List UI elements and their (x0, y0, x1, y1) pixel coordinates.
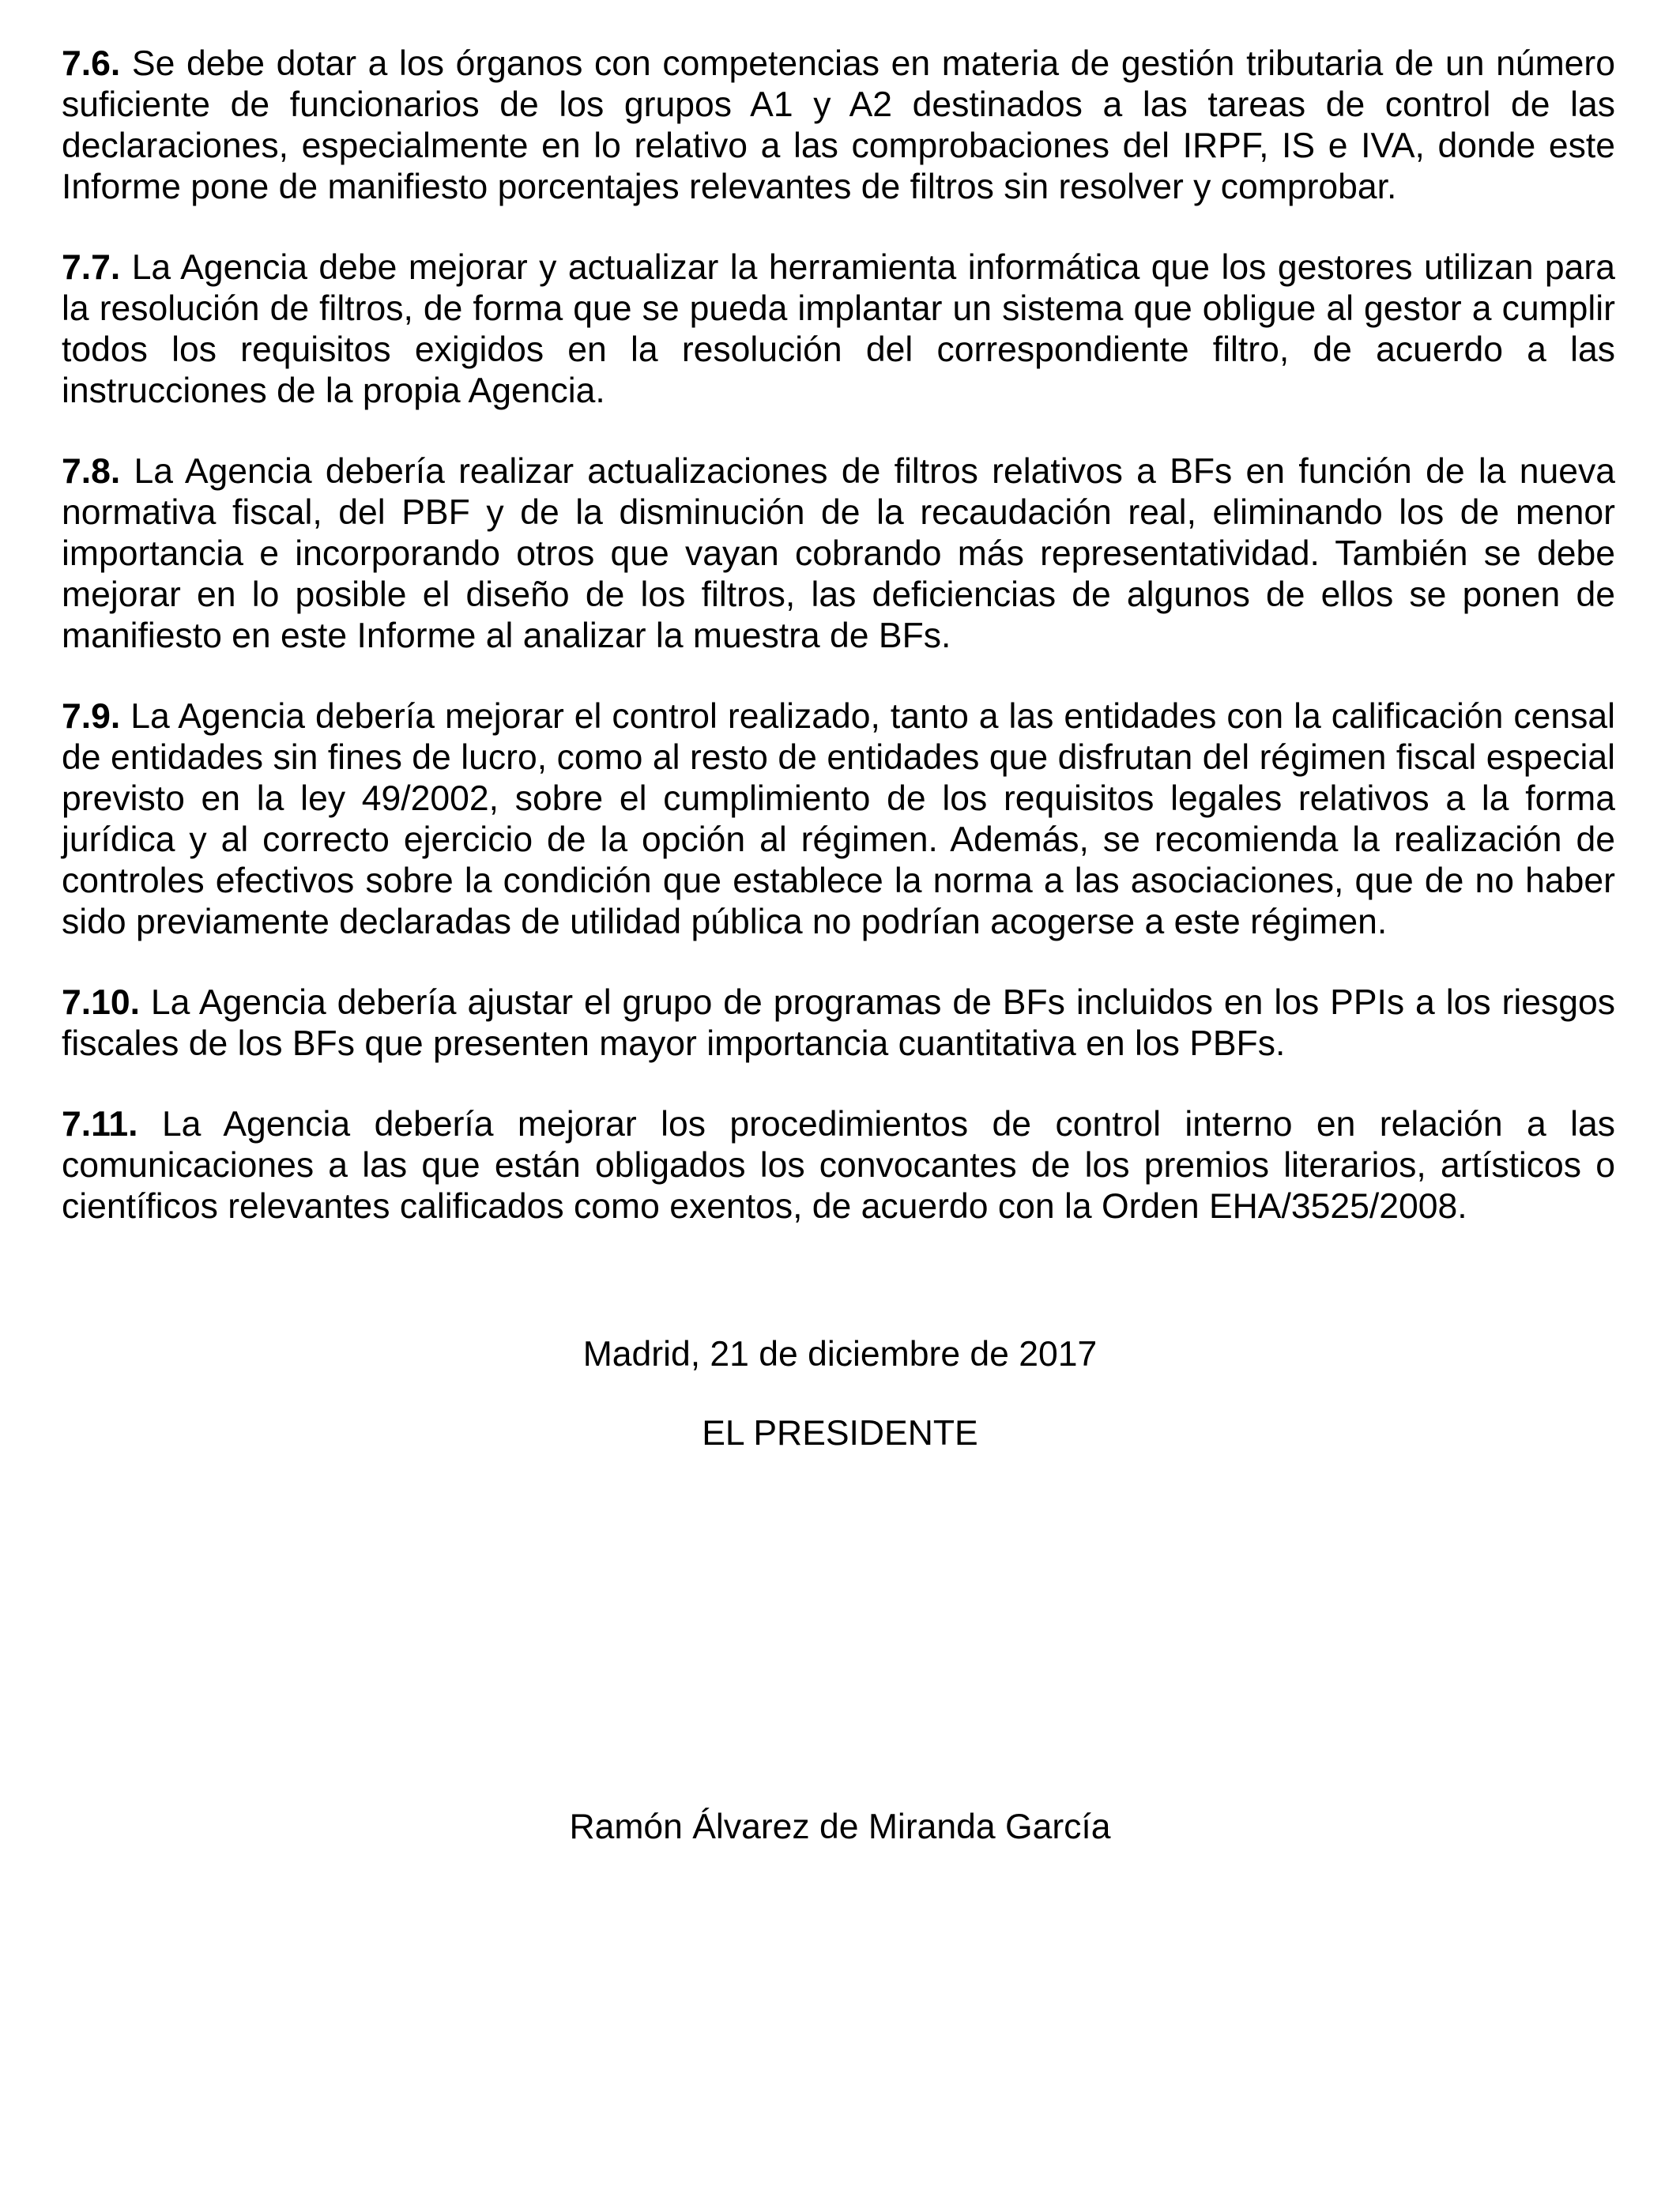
recommendations-section (62, 43, 1615, 1267)
recommendation-text: La Agencia debería mejorar el control realizado, tanto a las entidades con la calificación censal de entidades sin fines de lucro, como al resto de entidades que disfrutan del régimen fiscal especial previsto en la ley 49/2002, sobre el cumplimiento de los requisitos legales relativos a la forma jurídica y al correcto ejercicio de la opción al régimen. Además, se recomienda la realización de controles efectivos sobre la condición que establece la norma a las asociaciones, que de no haber sido previamente declaradas de utilidad pública no podrían acogerse a este régimen. (62, 697, 1615, 941)
place-and-date: Madrid, 21 de diciembre de 2017 (582, 1335, 1098, 1374)
recommendation-text: Se debe dotar a los órganos con competencias en materia de gestión tributaria de un número suficiente de funcionarios de los grupos A1 y A2 destinados a las tareas de control de las declaraciones, especialmente en lo relativo a las comprobaciones del IRPF, IS e IVA, donde este Informe pone de manifiesto porcentajes relevantes de filtros sin resolver y comprobar. (62, 44, 1615, 206)
recommendation-text: La Agencia debería ajustar el grupo de programas de BFs incluidos en los PPIs a los riesgos fiscales de los BFs que presenten mayor importancia cuantitativa en los PBFs. (62, 983, 1615, 1063)
recommendation-paragraph (62, 982, 1615, 1065)
signatory-title: EL PRESIDENTE (702, 1414, 978, 1453)
recommendation-number: 7.9. (62, 697, 121, 736)
recommendation-number: 7.10. (62, 983, 140, 1022)
recommendation-number: 7.8. (62, 452, 121, 491)
recommendation-paragraph (62, 43, 1615, 208)
recommendation-number: 7.11. (62, 1105, 138, 1144)
recommendation-paragraph (62, 247, 1615, 412)
signatory-name: Ramón Álvarez de Miranda García (569, 1808, 1111, 1846)
recommendation-paragraph (62, 696, 1615, 943)
recommendation-number: 7.7. (62, 248, 121, 287)
recommendation-paragraph (62, 1104, 1615, 1227)
recommendation-number: 7.6. (62, 44, 121, 83)
recommendation-text: La Agencia debería mejorar los procedimientos de control interno en relación a las comunicaciones a las que están obligados los convocantes de los premios literarios, artísticos o científicos relevantes calificados como exentos, de acuerdo con la Orden EHA/3525/2008. (62, 1105, 1615, 1226)
recommendation-paragraph (62, 451, 1615, 657)
recommendation-text: La Agencia debe mejorar y actualizar la herramienta informática que los gestores utilizan para la resolución de filtros, de forma que se pueda implantar un sistema que obligue al gestor a cumplir todos los requisitos exigidos en la resolución del correspondiente filtro, de acuerdo a las instrucciones de la propia Agencia. (62, 248, 1615, 410)
recommendation-text: La Agencia debería realizar actualizaciones de filtros relativos a BFs en función de la nueva normativa fiscal, del PBF y de la disminución de la recaudación real, eliminando los de menor importancia e incorporando otros que vayan cobrando más representatividad. También se debe mejorar en lo posible el diseño de los filtros, las deficiencias de algunos de ellos se ponen de manifiesto en este Informe al analizar la muestra de BFs. (62, 452, 1615, 655)
